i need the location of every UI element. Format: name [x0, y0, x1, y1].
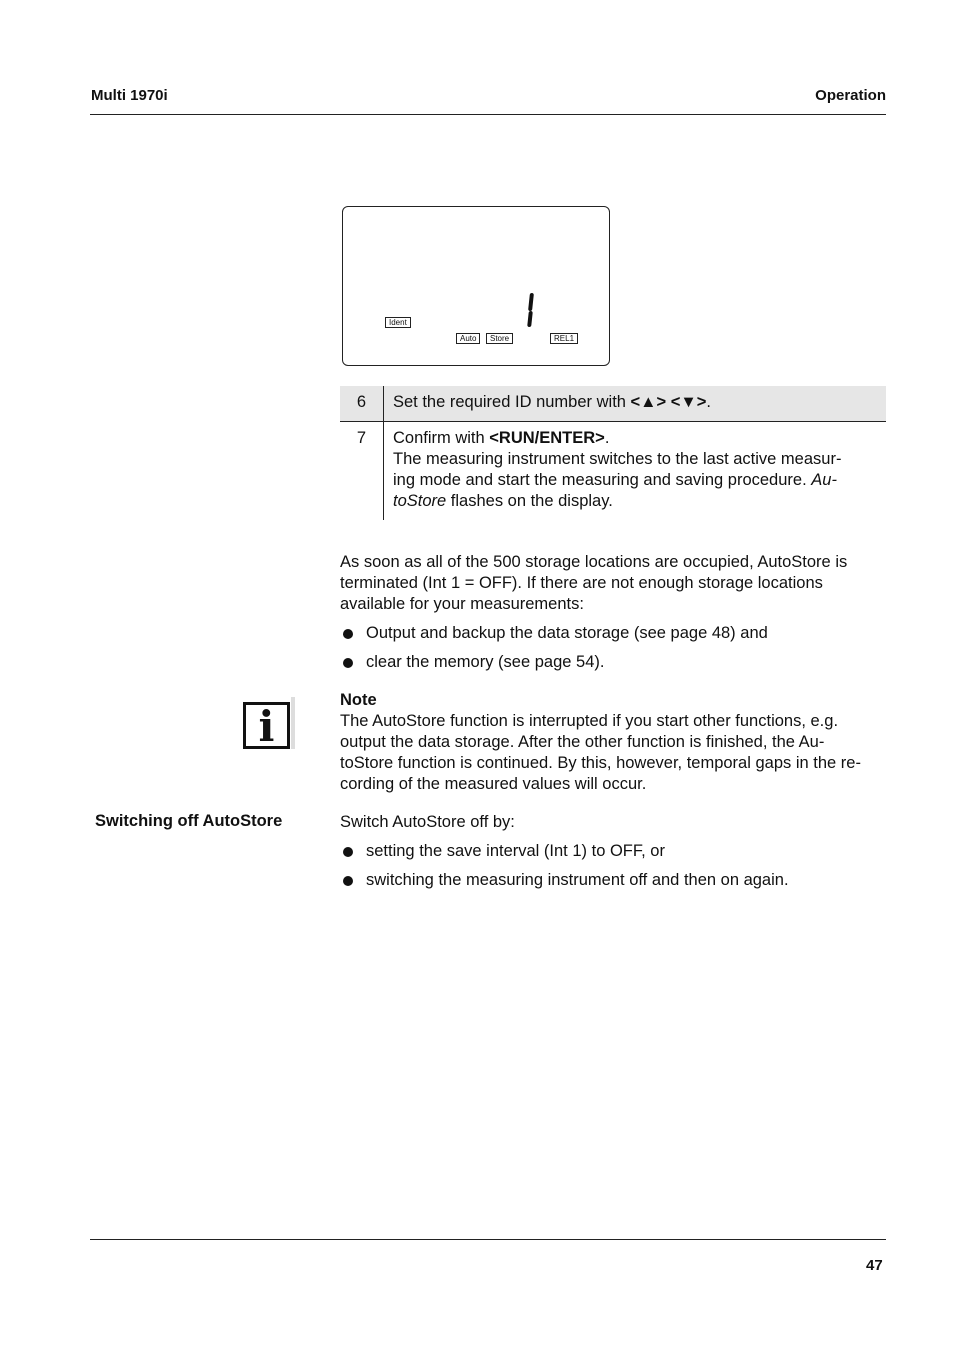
bullet-dot: [343, 658, 353, 668]
list-item-text: Output and backup the data storage (see page 48) and: [366, 624, 768, 642]
header-section: Operation: [815, 87, 886, 104]
note-line: cording of the measured values will occur.: [340, 775, 647, 793]
lcd-digit-segment-lower: [527, 311, 533, 327]
lcd-digit-segment-upper: [528, 293, 534, 311]
list-item: [340, 841, 888, 862]
step-number: 7: [340, 422, 384, 520]
step-keys: <▲> <▼>: [630, 393, 707, 411]
note-line: The AutoStore function is interrupted if you start other functions, e.g.: [340, 712, 839, 730]
lcd-store-indicator: Store: [486, 333, 513, 344]
step-line: [393, 428, 877, 449]
paragraph-line: As soon as all of the 500 storage locations are occupied, AutoStore is: [340, 553, 848, 571]
storage-paragraph: [340, 552, 888, 615]
list-item: [340, 623, 888, 644]
step-text-plain: flashes on the display.: [446, 492, 613, 510]
lcd-ident-indicator: Ident: [385, 317, 411, 328]
steps-table: [340, 386, 886, 520]
info-icon: [243, 697, 295, 749]
list-item-text: clear the memory (see page 54).: [366, 653, 605, 671]
bullet-dot: [343, 876, 353, 886]
step-text-plain: ing mode and start the measuring and saving procedure.: [393, 471, 812, 489]
step-row-7: [340, 422, 886, 520]
step-line: [393, 470, 877, 491]
step-text: [384, 422, 886, 520]
step-text: [384, 386, 886, 421]
header-title: Multi 1970i: [91, 87, 168, 104]
list-item-text: switching the measuring instrument off and then on again.: [366, 871, 789, 889]
step-italic: Au-: [811, 471, 837, 489]
note-line: output the data storage. After the other function is finished, the Au-: [340, 733, 825, 751]
step-number: 6: [340, 386, 384, 421]
list-item-text: setting the save interval (Int 1) to OFF, or: [366, 842, 665, 860]
note-title: Note: [340, 691, 377, 709]
switch-off-intro: Switch AutoStore off by:: [340, 813, 515, 831]
step-text-end: .: [706, 393, 711, 411]
page-number: 47: [866, 1257, 883, 1274]
lcd-rel1-indicator: REL1: [550, 333, 578, 344]
note-block: [340, 690, 888, 795]
step-row-6: [340, 386, 886, 422]
bullet-dot: [343, 847, 353, 857]
paragraph-line: available for your measurements:: [340, 595, 584, 613]
info-icon-letter: i: [258, 702, 275, 749]
lcd-display-figure: [342, 206, 610, 366]
footer-rule: [90, 1239, 886, 1240]
step-keys: <RUN/ENTER>: [489, 429, 605, 447]
bullet-dot: [343, 629, 353, 639]
note-line: toStore function is continued. By this, however, temporal gaps in the re-: [340, 754, 861, 772]
section-heading: Switching off AutoStore: [95, 812, 283, 830]
step-text-end: .: [604, 429, 610, 447]
step-line: The measuring instrument switches to the last active measur-: [393, 450, 842, 468]
list-item: [340, 652, 888, 673]
step-line: [393, 491, 877, 512]
header-rule: [90, 114, 886, 115]
paragraph-line: terminated (Int 1 = OFF). If there are not enough storage locations: [340, 574, 823, 592]
step-text-plain: Set the required ID number with: [393, 393, 631, 411]
list-item: [340, 870, 888, 891]
step-text-plain: Confirm with: [393, 429, 490, 447]
step-italic: toStore: [393, 492, 447, 510]
lcd-auto-indicator: Auto: [456, 333, 480, 344]
